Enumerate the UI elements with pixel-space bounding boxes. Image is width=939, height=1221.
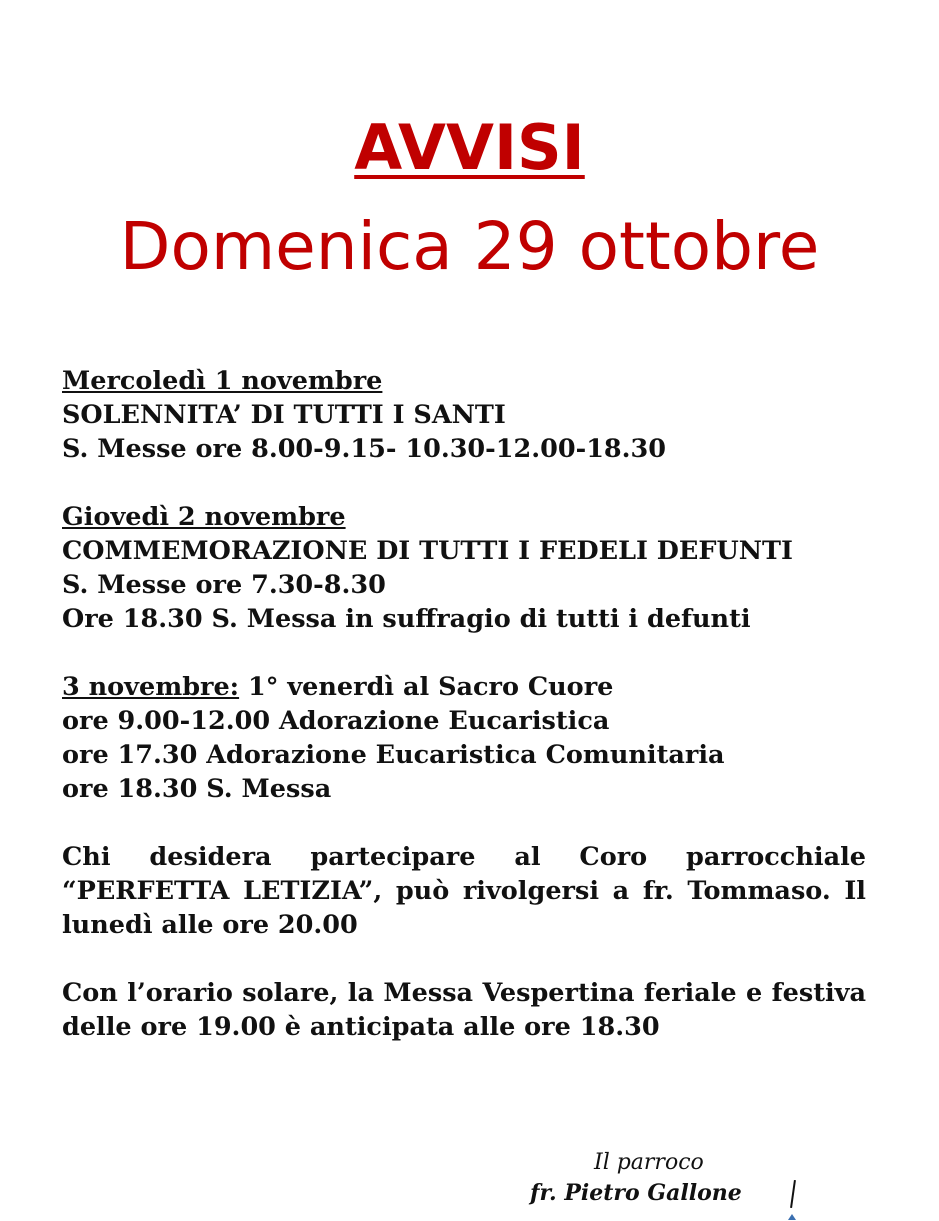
page-subtitle: Domenica 29 ottobre: [119, 208, 820, 285]
section-heading: Giovedì 2 novembre: [62, 502, 346, 532]
section-line: Ore 18.30 S. Messa in suffragio di tutti i defunti: [62, 604, 751, 634]
notice-mass-time: Con l’orario solare, la Messa Vespertina feriale e festiva delle ore 19.00 è anticipata alle ore 18.30: [62, 978, 866, 1042]
section-line: S. Messe ore 7.30-8.30: [62, 570, 386, 600]
section-line: ore 17.30 Adorazione Eucaristica Comunitaria: [62, 740, 725, 770]
spacer: [62, 636, 866, 670]
section-line: ore 18.30 S. Messa: [62, 774, 332, 804]
title-text: AVVISI: [354, 111, 585, 184]
section-heading: 3 novembre:: [62, 672, 240, 702]
signature-block: [530, 1148, 790, 1208]
section-line: S. Messe ore 8.00-9.15- 10.30-12.00-18.30: [62, 434, 667, 464]
section-all-saints: [62, 364, 866, 466]
section-line: ore 9.00-12.00 Adorazione Eucaristica: [62, 706, 610, 736]
page-title: [0, 108, 939, 188]
signature-role: Il parroco: [594, 1150, 704, 1175]
section-heading-row: [62, 670, 866, 704]
signature-mark: [788, 1214, 796, 1220]
section-line: COMMEMORAZIONE DI TUTTI I FEDELI DEFUNTI: [62, 536, 793, 566]
signature-name: fr. Pietro Gallone: [530, 1180, 742, 1206]
section-line: SOLENNITA’ DI TUTTI I SANTI: [62, 400, 506, 430]
section-heading-rest: 1° venerdì al Sacro Cuore: [239, 672, 614, 702]
spacer: [62, 942, 866, 976]
section-all-souls: [62, 500, 866, 636]
notice-choir: Chi desidera partecipare al Coro parrocchiale “PERFETTA LETIZIA”, può rivolgersi a fr. Tommaso. Il lunedì alle ore 20.00: [62, 842, 866, 940]
section-heading: Mercoledì 1 novembre: [62, 366, 383, 396]
spacer: [62, 466, 866, 500]
notice-body: [62, 364, 866, 1044]
spacer: [62, 806, 866, 840]
section-first-friday: [62, 670, 866, 806]
signature-stroke: [790, 1180, 796, 1208]
